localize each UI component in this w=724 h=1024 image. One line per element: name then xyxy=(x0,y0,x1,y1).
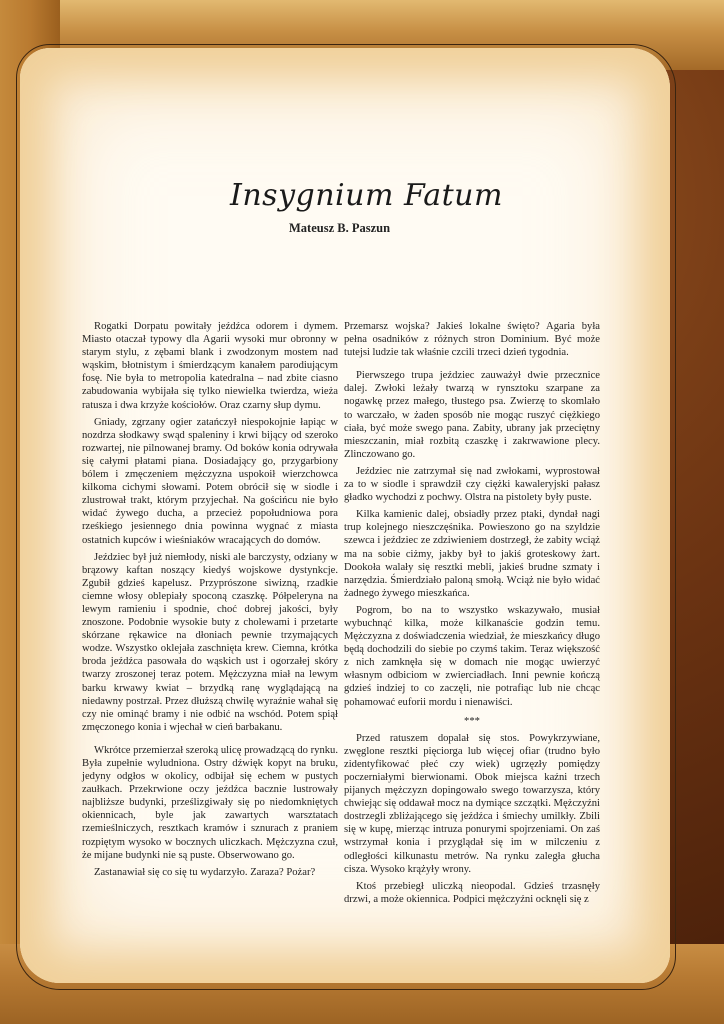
paragraph: Jeździec nie zatrzymał się nad zwłokami, wyprostował za to w siodle i sprawdził czy ciężki kawaleryjski pałasz gładko wychodzi z pochwy. Olstra na pistolety były puste. xyxy=(344,465,600,504)
story-title: Insygnium Fatum xyxy=(230,178,503,213)
paragraph: Jeździec był już niemłody, niski ale barczysty, odziany w brązowy kaftan noszący kiedyś wojskowe dystynkcje. Zgubił gdzieś kapelusz. Przyprószone siwizną, rzadkie ciemne włosy oblepiały spoconą czaszkę. Półpeleryna na lewym ramieniu i spodnie, choć dobrej jakości, były znoszone. Podobnie wysokie buty z cholewami i przetarte skórzane rękawice na dłoniach pewnie trzymających wodze. Wszystko oklejała zaschnięta krew. Ciemna, krótka broda jeźdźca pasowała do wąskich ust i ogorzałej skóry twarzy zroszonej teraz potem. Mężczyzna miał na lewym barku krwawy kwiat – brzydką ranę wyglądającą na niedawny postrzał. Przez dłuższą chwilę wyraźnie wahał się czy nie ominąć bramy i nie odbić na wschód. Potem spiął zmęczonego konia i wjechał w cień barbakanu. xyxy=(82,551,338,733)
paragraph: Kilka kamienic dalej, obsiadły przez ptaki, dyndał nagi trup kolejnego nieszczęśnika. Powieszono go na szyldzie szewca i jeździec ze zdziwieniem dostrzegł, że zabity wciąż ma na sobie ciżmy, jakby był to jakiś groteskowy żart. Dookoła walały się resztki mebli, jakieś brudne szmaty i narzędzia. Śmierdziało paloną smołą. Wciąż nie było widać żadnego żywego mieszkańca. xyxy=(344,509,600,599)
story-author: Mateusz B. Paszun xyxy=(289,221,391,235)
paragraph: Zastanawiał się co się tu wydarzyło. Zaraza? Pożar? xyxy=(94,866,316,878)
section-break: *** xyxy=(464,715,480,727)
paragraph: Przemarsz wojska? Jakieś lokalne święto? Agaria była pełna osadników z różnych stron Dominium. Być może tutejsi ludzie tak właśnie czcili trzeci dzień tygodnia. xyxy=(344,321,600,359)
paragraph: Ktoś przebiegł uliczką nieopodal. Gdzieś trzasnęły drzwi, a może okiennica. Podpici mężczyźni ocknęli się z xyxy=(344,880,600,905)
paragraph: Gniady, zgrzany ogier zatańczył niespokojnie łapiąc w nozdrza słodkawy swąd spaleniny i krwi bijący od szeroko rozwartej, nie pilnowanej bramy. Od boków konia odrywała się całymi płatami piana. Dosiadający go, przygarbiony bólem i zmęczeniem mężczyzna uspokoił wierzchowca kilkoma cichymi słowami. Potem obrócił się w siodle i zlustrował trakt, którym przyjechał. Na gościńcu nie było widać żywego ducha, a przecież popołudniowa pora rześkiego jesiennego dnia powinna wygnać z miasta ostatnich kupców i wieśniaków wracających do domów. xyxy=(82,416,338,546)
paragraph: Pogrom, bo na to wszystko wskazywało, musiał wybuchnąć kilka, może kilkanaście godzin temu. Mężczyzna z doświadczenia wiedział, że mieszkańcy długo będą dochodzili do siebie po czymś takim. Teraz większość z nich zamknęła się w domach nie mogąc uwierzyć własnym odbiciom w zwierciadłach. Inni pewnie kończą gdzieś indziej to co zaczęli, nie potrafiąc lub nie chcąc pohamować euforii mordu i nienawiści. xyxy=(344,604,600,708)
text-column-left xyxy=(82,320,338,883)
text-column-right xyxy=(344,320,600,910)
paragraph: Rogatki Dorpatu powitały jeźdźca odorem i dymem. Miasto otaczał typowy dla Agarii wysoki mur obronny w starym stylu, z zębami blank i zwodzonym mostem nad wąskim, błotnistym i śmierdzącym kanałem parodiującym fosę. Nie była to metropolia katedralna – nad zbite ciasno zabudowania wybijała się tylko niewielka twierdza, wieża ratusza i dwa krzyże kościołów. Oraz czarny słup dymu. xyxy=(82,321,338,411)
paragraph: Pierwszego trupa jeździec zauważył dwie przecznice dalej. Zwłoki leżały twarzą w rynsztoku szarpane za nogawkę przez małego, tłustego psa. Zwierzę to skomlało to warczało, w żaden sposób nie mogąc ruszyć ciężkiego ciała, być może swego pana. Zabity, ubrany jak przeciętny mieszczanin, miał rozbitą czaszkę i zakrwawione plecy. Zlinczowano go. xyxy=(344,370,600,460)
paragraph: Przed ratuszem dopalał się stos. Powykrzywiane, zwęglone resztki pięciorga lub więcej ofiar (trudno było zidentyfikować płeć czy wiek) ugrzęzły pomiędzy poczerniałymi bierwionami. Obok miejsca kaźni trzech pijanych mężczyzn dopingowało swego towarzysza, który chwiejąc się oddawał mocz na dymiące szczątki. Mężczyźni dostrzegli zbliżającego się jeźdźca i śmiechy umilkły. Zbili się w kupę, mierząc intruza ponurymi spojrzeniami. On zaś wstrzymał konia i przyglądał się im w milczeniu z odległości kilkunastu metrów. Na rynku zaległa głucha cisza. Wysoko krążyły wrony. xyxy=(344,732,600,875)
paragraph: Wkrótce przemierzał szeroką ulicę prowadzącą do rynku. Była zupełnie wyludniona. Ostry dźwięk kopyt na bruku, jedyny odgłos w okolicy, odbijał się echem w pustych zaułkach. Przekrwione oczy jeźdźca bacznie lustrowały najbliższe budynki, prześlizgiwały się po niedomkniętych okiennicach, byle jak zawartych warsztatach rzemieślniczych, resztkach kramów i sznurach z praniem rozpiętym wysoko w bocznych uliczkach. Mężczyzna czuł, że mijane budynki nie są puste. Obserwowano go. xyxy=(82,744,338,861)
